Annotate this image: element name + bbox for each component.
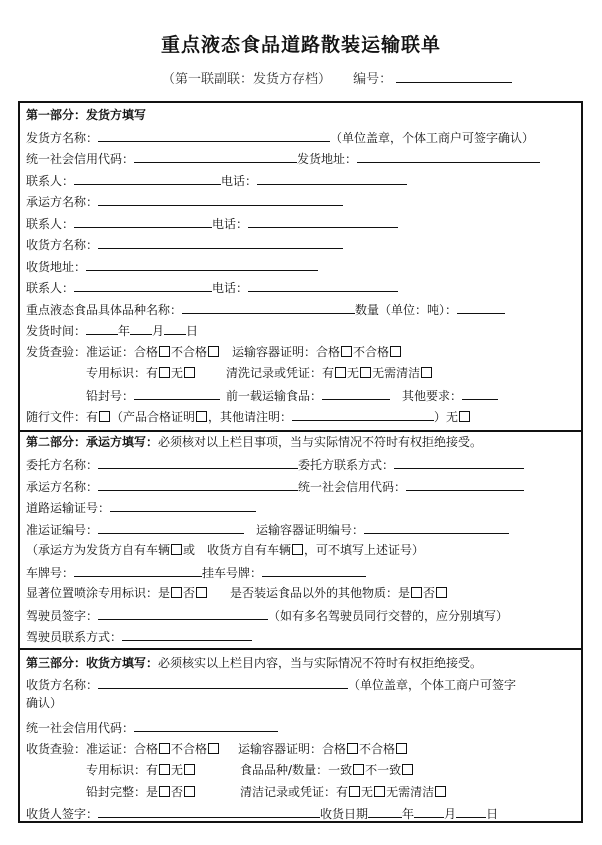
receiver-phone-field[interactable] — [248, 279, 398, 292]
number-label: 编号： — [353, 72, 393, 87]
label-no-clean: 无需清洁 — [372, 366, 421, 380]
driver-sign-field[interactable] — [98, 607, 268, 620]
label-shipper-name: 发货方名称： — [26, 131, 99, 145]
quantity-field[interactable] — [457, 301, 505, 314]
mark-no-checkbox[interactable] — [184, 764, 195, 775]
label-none: 无 — [171, 366, 184, 380]
ship-address-field[interactable] — [357, 150, 540, 163]
label-permit-no: 准运证编号： — [26, 523, 99, 537]
receiver-name-field[interactable] — [98, 676, 348, 689]
label-driver-contact: 驾驶员联系方式： — [26, 630, 123, 644]
receiver-contact-field[interactable] — [74, 279, 212, 292]
section3-note: 必须核实以上栏目内容，当与实际情况不符时有权拒绝接受。 — [158, 656, 483, 670]
label-day: 日 — [186, 324, 199, 338]
client-contact-field[interactable] — [394, 456, 524, 469]
plate-field[interactable] — [74, 564, 202, 577]
label-receiver-vehicle: 或 收货方自有车辆 — [183, 543, 292, 557]
label-receiver-address: 收货地址： — [26, 260, 87, 274]
permit-no-field[interactable] — [98, 521, 244, 534]
label-no: 否 — [171, 785, 184, 799]
label-docs-other: ，其他请注明： — [208, 410, 293, 424]
phone-field[interactable] — [257, 172, 407, 185]
carrier-name-field[interactable] — [98, 193, 343, 206]
label-no-clean: 无需清洁 — [386, 785, 435, 799]
label-receive-check-permit: 收货查验：准运证：合格 — [26, 742, 159, 756]
spray-yes-checkbox[interactable] — [171, 587, 182, 598]
label-credit-code: 统一社会信用代码： — [26, 721, 135, 735]
seal-no-checkbox[interactable] — [184, 786, 195, 797]
label-product: 重点液态食品具体品种名称： — [26, 303, 183, 317]
label-no: 否 — [183, 586, 196, 600]
label-no: 否 — [423, 586, 436, 600]
permit-unqualified-checkbox[interactable] — [208, 743, 219, 754]
permit-qualified-checkbox[interactable] — [159, 743, 170, 754]
driver-contact-field[interactable] — [122, 628, 252, 641]
label-unqualified: 不合格 — [359, 742, 396, 756]
label-seal-no: 铅封号： — [86, 389, 135, 403]
label-receiver-name: 收货方名称： — [26, 678, 99, 692]
receive-year-field[interactable] — [368, 805, 402, 818]
label-carrier-name: 承运方名称： — [26, 195, 99, 209]
section-carrier — [20, 430, 581, 648]
client-name-field[interactable] — [98, 456, 298, 469]
other-req-field[interactable] — [462, 387, 498, 400]
qty-match-checkbox[interactable] — [353, 764, 364, 775]
label-docs-cert: （产品合格证明 — [111, 410, 196, 424]
docs-other-field[interactable] — [292, 408, 434, 421]
label-clean-record: 清洗记录或凭证：有 — [226, 366, 335, 380]
label-own-vehicle-note: （承运方为发货方自有车辆 — [26, 543, 171, 557]
copy-label: （第一联副联：发货方存档） — [162, 72, 332, 87]
receiver-vehicle-checkbox[interactable] — [292, 544, 303, 555]
label-mismatch: 不一致 — [365, 763, 402, 777]
container-unqualified-checkbox[interactable] — [390, 346, 401, 357]
clean-no-checkbox[interactable] — [360, 367, 371, 378]
label-prev-food: 前一载运输食品： — [226, 389, 323, 403]
permit-unqualified-checkbox[interactable] — [208, 346, 219, 357]
trailer-field[interactable] — [262, 564, 366, 577]
receiver-note-cont: 确认） — [26, 696, 63, 710]
spray-no-checkbox[interactable] — [196, 587, 207, 598]
clean-no-checkbox[interactable] — [374, 786, 385, 797]
receiver-note: （单位盖章，个体工商户可签字 — [348, 678, 517, 692]
carrier-name-field[interactable] — [98, 478, 298, 491]
label-carrier-phone: 电话： — [212, 217, 249, 231]
container-no-field[interactable] — [364, 521, 509, 534]
label-food-qty: 食品品种/数量：一致 — [240, 763, 353, 777]
receiver-credit-field[interactable] — [134, 719, 278, 732]
label-trailer: 挂车号牌： — [202, 566, 263, 580]
other-goods-no-checkbox[interactable] — [436, 587, 447, 598]
label-plate: 车牌号： — [26, 566, 75, 580]
document-title: 重点液态食品道路散装运输联单 — [160, 34, 441, 56]
label-special-mark: 专用标识：有 — [86, 763, 159, 777]
label-quantity: 数量（单位：吨）： — [355, 303, 458, 317]
credit-code-field[interactable] — [134, 150, 297, 163]
mark-no-checkbox[interactable] — [184, 367, 195, 378]
permit-qualified-checkbox[interactable] — [159, 346, 170, 357]
carrier-credit-field[interactable] — [406, 478, 524, 491]
label-driver-sign: 驾驶员签字： — [26, 609, 99, 623]
label-client-name: 委托方名称： — [26, 458, 99, 472]
road-permit-field[interactable] — [110, 499, 256, 512]
label-seal-intact: 铅封完整：是 — [86, 785, 159, 799]
label-client-contact: 委托方联系方式： — [298, 458, 395, 472]
ship-month-field[interactable] — [130, 322, 152, 335]
shipper-name-field[interactable] — [98, 129, 330, 142]
mark-yes-checkbox[interactable] — [159, 367, 170, 378]
label-unqualified: 不合格 — [171, 345, 208, 359]
clean-na-checkbox[interactable] — [435, 786, 446, 797]
receive-day-field[interactable] — [456, 805, 486, 818]
section-shipper — [20, 103, 581, 430]
mark-yes-checkbox[interactable] — [159, 764, 170, 775]
seal-yes-checkbox[interactable] — [159, 786, 170, 797]
section2-heading: 第二部分：承运方填写： — [26, 435, 159, 449]
label-carrier-name: 承运方名称： — [26, 480, 99, 494]
label-receiver-phone: 电话： — [212, 281, 249, 295]
label-container-cert: 运输容器证明：合格 — [238, 742, 347, 756]
label-container-no: 运输容器证明编号： — [256, 523, 365, 537]
label-other-req: 其他要求： — [402, 389, 463, 403]
label-note-end: ，可不填写上述证号） — [304, 543, 425, 557]
label-receiver-name: 收货方名称： — [26, 238, 99, 252]
receiver-address-field[interactable] — [86, 258, 318, 271]
label-carrier-contact: 联系人： — [26, 217, 75, 231]
docs-yes-checkbox[interactable] — [99, 411, 110, 422]
carrier-contact-field[interactable] — [74, 215, 212, 228]
label-receiver-contact: 联系人： — [26, 281, 75, 295]
section-receiver — [20, 648, 581, 821]
shipper-vehicle-checkbox[interactable] — [171, 544, 182, 555]
label-none: 无 — [347, 366, 360, 380]
receiver-name-field[interactable] — [98, 236, 343, 249]
label-year: 年 — [118, 324, 131, 338]
label-spray-mark: 显著位置喷涂专用标识：是 — [26, 586, 171, 600]
label-receive-date: 收货日期 — [320, 807, 369, 821]
number-field[interactable] — [396, 69, 512, 83]
container-qualified-checkbox[interactable] — [347, 743, 358, 754]
shipper-note: （单位盖章，个体工商户可签字确认） — [330, 131, 535, 145]
seal-no-field[interactable] — [134, 387, 220, 400]
label-none: 无 — [171, 763, 184, 777]
receive-month-field[interactable] — [414, 805, 444, 818]
label-month: 月 — [444, 807, 457, 821]
label-ship-time: 发货时间： — [26, 324, 87, 338]
label-road-permit: 道路运输证号： — [26, 501, 111, 515]
label-receiver-sign: 收货人签字： — [26, 807, 99, 821]
label-day: 日 — [486, 807, 499, 821]
label-phone: 电话： — [221, 174, 258, 188]
section3-heading: 第三部分：收货方填写： — [26, 656, 159, 670]
section2-note: 必须核对以上栏目事项，当与实际情况不符时有权拒绝接受。 — [158, 435, 483, 449]
subtitle — [162, 68, 512, 87]
label-credit-code: 统一社会信用代码： — [26, 152, 135, 166]
qty-mismatch-checkbox[interactable] — [402, 764, 413, 775]
section1-heading: 第一部分：发货方填写 — [26, 108, 147, 122]
label-unqualified: 不合格 — [171, 742, 208, 756]
label-none: 无 — [361, 785, 374, 799]
label-container-cert: 运输容器证明：合格 — [232, 345, 341, 359]
label-unqualified: 不合格 — [353, 345, 390, 359]
label-ship-check-permit: 发货查验：准运证：合格 — [26, 345, 159, 359]
label-contact: 联系人： — [26, 174, 75, 188]
docs-cert-checkbox[interactable] — [196, 411, 207, 422]
form-table — [18, 101, 583, 823]
clean-na-checkbox[interactable] — [421, 367, 432, 378]
product-field[interactable] — [182, 301, 355, 314]
ship-year-field[interactable] — [86, 322, 118, 335]
label-docs: 随行文件：有 — [26, 410, 99, 424]
clean-yes-checkbox[interactable] — [349, 786, 360, 797]
driver-note: （如有多名驾驶员同行交替的，应分别填写） — [268, 609, 509, 623]
label-other-goods: 是否装运食品以外的其他物质：是 — [230, 586, 411, 600]
docs-no-checkbox[interactable] — [459, 411, 470, 422]
label-clean-record: 清洁记录或凭证：有 — [240, 785, 349, 799]
other-goods-yes-checkbox[interactable] — [411, 587, 422, 598]
receiver-sign-field[interactable] — [98, 805, 320, 818]
clean-yes-checkbox[interactable] — [335, 367, 346, 378]
label-docs-none: ）无 — [434, 410, 459, 424]
prev-food-field[interactable] — [322, 387, 390, 400]
ship-day-field[interactable] — [164, 322, 186, 335]
carrier-phone-field[interactable] — [248, 215, 398, 228]
container-qualified-checkbox[interactable] — [341, 346, 352, 357]
label-year: 年 — [402, 807, 415, 821]
container-unqualified-checkbox[interactable] — [396, 743, 407, 754]
label-special-mark: 专用标识：有 — [86, 366, 159, 380]
label-credit-code: 统一社会信用代码： — [298, 480, 407, 494]
label-ship-address: 发货地址： — [297, 152, 358, 166]
contact-field[interactable] — [74, 172, 221, 185]
label-month: 月 — [152, 324, 165, 338]
